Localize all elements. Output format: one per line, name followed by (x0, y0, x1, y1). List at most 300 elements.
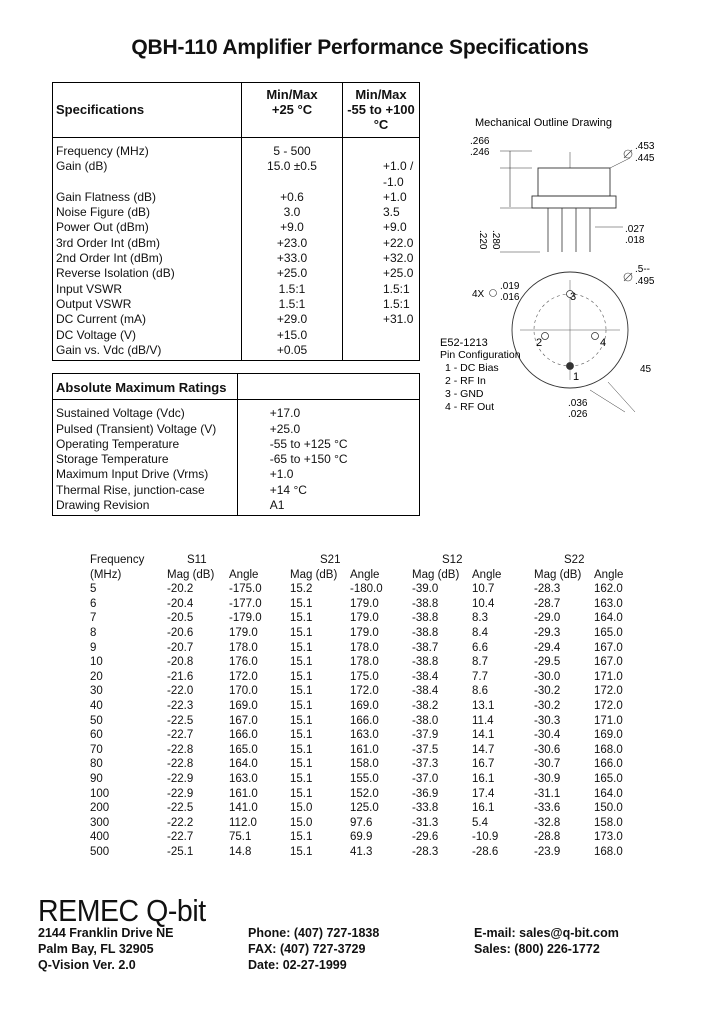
sparam-value: -37.5 (412, 743, 439, 756)
abs-max-header: Absolute Maximum Ratings (53, 374, 238, 400)
sparam-value: -37.0 (412, 772, 439, 785)
sparam-value: -30.7 (534, 758, 561, 771)
sparam-value: -38.8 (412, 656, 439, 669)
address-block (38, 926, 173, 973)
sales-phone: Sales: (800) 226-1772 (474, 941, 600, 956)
sparam-row (90, 699, 644, 714)
sparam-value: -33.8 (412, 802, 439, 815)
sparam-value: -22.0 (167, 685, 194, 698)
software-version: Q-Vision Ver. 2.0 (38, 957, 136, 972)
sparam-frequency: 40 (90, 699, 103, 712)
spec-value-range: +32.0 (383, 251, 414, 266)
abs-max-row (53, 400, 420, 422)
sparam-value: -22.5 (167, 802, 194, 815)
sparam-value: 172.0 (594, 685, 623, 698)
sparam-value: 15.1 (290, 772, 313, 785)
sparam-value: 178.0 (350, 641, 379, 654)
sparam-value: 167.0 (594, 641, 623, 654)
sparam-value: 168.0 (594, 743, 623, 756)
sparam-value: -38.7 (412, 641, 439, 654)
sparam-value: 15.1 (290, 787, 313, 800)
spec-value-range: +25.0 (383, 266, 414, 281)
spec-header-label: Specifications (53, 83, 242, 138)
sparam-row (90, 816, 644, 831)
dim-lead-max: .027 (625, 224, 645, 235)
sparam-value: 163.0 (594, 597, 623, 610)
sparam-value: 165.0 (594, 626, 623, 639)
sparam-value: -36.9 (412, 787, 439, 800)
drawing-caption: Mechanical Outline Drawing (475, 117, 612, 129)
mechanical-outline-drawing (430, 112, 720, 430)
sparam-subheader: Mag (dB) (167, 568, 215, 581)
sparam-frequency: 30 (90, 685, 103, 698)
sparam-frequency: 400 (90, 831, 110, 844)
sparam-value: -20.2 (167, 583, 194, 596)
sparam-frequency: 300 (90, 816, 110, 829)
sparam-body (90, 582, 644, 859)
spec-name: Gain Flatness (dB) (53, 190, 242, 205)
abs-max-row (53, 422, 420, 437)
sparam-value: -37.9 (412, 729, 439, 742)
sparam-value: -21.6 (167, 670, 194, 683)
address-line-2: Palm Bay, FL 32905 (38, 941, 154, 956)
sparam-value: 16.1 (472, 772, 495, 785)
sparam-row (90, 845, 644, 860)
spec-value-25c: +23.0 (242, 236, 343, 251)
spec-row (53, 297, 420, 312)
sparam-subheader: Angle (229, 568, 259, 581)
spec-value-range: +22.0 (383, 235, 414, 250)
sparam-value: 178.0 (350, 656, 379, 669)
sparam-value: -22.8 (167, 758, 194, 771)
sparam-value: -30.3 (534, 714, 561, 727)
sparam-header-frequency: Frequency (90, 554, 145, 566)
spec-name: Power Out (dBm) (53, 220, 242, 235)
sparam-row (90, 728, 644, 743)
sparam-value: -20.8 (167, 656, 194, 669)
sparam-header-s22: S22 (564, 554, 585, 566)
sparam-value: -31.1 (534, 787, 561, 800)
sparam-value: 176.0 (229, 656, 258, 669)
sparam-value: 150.0 (594, 802, 623, 815)
pin-config-1: 1 - DC Bias (445, 362, 499, 374)
sparam-subheader: Mag (dB) (412, 568, 460, 581)
spec-name: Output VSWR (53, 297, 242, 312)
spec-value-range (343, 138, 420, 160)
sparam-value: -22.7 (167, 831, 194, 844)
sparam-value: 162.0 (594, 583, 623, 596)
sparam-frequency: 5 (90, 583, 97, 596)
sparam-value: -22.5 (167, 714, 194, 727)
abs-max-name: Maximum Input Drive (Vrms) (53, 467, 238, 482)
spec-name: Noise Figure (dB) (53, 205, 242, 220)
sparam-value: 15.1 (290, 670, 313, 683)
sparam-value: 7.7 (472, 670, 488, 683)
dim-height-max: .266 (470, 136, 490, 147)
sparam-value: 155.0 (350, 772, 379, 785)
sparam-value: -23.9 (534, 845, 561, 858)
abs-max-name: Thermal Rise, junction-case (53, 483, 238, 498)
dim-circle-min: .495 (635, 276, 655, 287)
sparam-value: 8.4 (472, 626, 488, 639)
sparam-value: 10.7 (472, 583, 495, 596)
sparam-frequency: 90 (90, 772, 103, 785)
sparam-value: -20.7 (167, 641, 194, 654)
spec-name: Input VSWR (53, 282, 242, 297)
abs-max-value: -65 to +150 °C (269, 452, 348, 467)
sparam-value: 179.0 (350, 597, 379, 610)
specifications-table (52, 82, 420, 361)
document-date: Date: 02-27-1999 (248, 957, 347, 972)
sparam-value: -29.5 (534, 656, 561, 669)
sparam-value: 8.6 (472, 685, 488, 698)
spec-value-25c: +25.0 (242, 266, 343, 281)
sparam-value: 17.4 (472, 787, 495, 800)
sparam-frequency: 7 (90, 612, 97, 625)
sparam-value: 158.0 (350, 758, 379, 771)
spec-row (53, 328, 420, 343)
sparam-header-s21: S21 (320, 554, 341, 566)
sparam-value: 15.1 (290, 626, 313, 639)
spec-row (53, 190, 420, 205)
abs-max-row (53, 467, 420, 482)
sparam-row (90, 670, 644, 685)
company-name: REMEC Q-bit (38, 893, 206, 928)
sparam-value: 10.4 (472, 597, 495, 610)
spec-row (53, 312, 420, 327)
sparam-frequency: 50 (90, 714, 103, 727)
abs-max-name: Pulsed (Transient) Voltage (V) (53, 422, 238, 437)
sparam-value: 173.0 (594, 831, 623, 844)
sparam-value: 11.4 (472, 714, 494, 727)
sparam-value: 172.0 (594, 699, 623, 712)
pin-number-1: 1 (573, 371, 580, 383)
spec-value-range: 1.5:1 (383, 281, 410, 296)
sparam-row (90, 641, 644, 656)
abs-max-row (53, 483, 420, 498)
dim-lead-length-max: .280 (490, 230, 501, 250)
abs-max-name: Storage Temperature (53, 452, 238, 467)
sparam-value: 15.1 (290, 729, 313, 742)
sparam-value: 172.0 (350, 685, 379, 698)
sparam-subheader: Angle (350, 568, 380, 581)
sparam-value: 165.0 (229, 743, 258, 756)
sparam-value: 8.7 (472, 656, 488, 669)
sparam-value: -29.0 (534, 612, 561, 625)
sparam-value: 166.0 (229, 729, 258, 742)
sparam-value: -30.9 (534, 772, 561, 785)
sparam-row (90, 714, 644, 729)
sparam-value: -38.8 (412, 597, 439, 610)
absolute-max-ratings-table (52, 373, 420, 516)
abs-max-row (53, 452, 420, 467)
sparam-value: 15.1 (290, 612, 313, 625)
sparam-value: -28.7 (534, 597, 561, 610)
spec-header-25c: Min/Max +25 °C (242, 83, 343, 138)
sparam-value: 171.0 (594, 714, 623, 727)
sparam-value: -37.3 (412, 758, 439, 771)
sparam-value: 172.0 (229, 670, 258, 683)
sparam-value: 97.6 (350, 816, 373, 829)
sparam-value: 171.0 (594, 670, 623, 683)
sparam-value: -29.3 (534, 626, 561, 639)
sparam-value: 14.7 (472, 743, 495, 756)
abs-max-name: Sustained Voltage (Vdc) (53, 400, 238, 422)
sparam-frequency: 80 (90, 758, 103, 771)
fax-number: FAX: (407) 727-3729 (248, 941, 366, 956)
spec-name: 3rd Order Int (dBm) (53, 236, 242, 251)
sparam-row (90, 626, 644, 641)
spec-value-25c: 15.0 ±0.5 (242, 159, 343, 190)
sparam-value: 152.0 (350, 787, 379, 800)
spec-value-25c: 1.5:1 (242, 297, 343, 312)
sparam-value: 8.3 (472, 612, 488, 625)
spec-header-range: Min/Max -55 to +100 °C (343, 83, 420, 138)
sparam-value: 6.6 (472, 641, 488, 654)
sparam-value: -30.2 (534, 685, 561, 698)
sparam-value: -29.6 (412, 831, 439, 844)
sparam-value: 141.0 (229, 802, 258, 815)
sparam-value: 5.4 (472, 816, 488, 829)
address-line-1: 2144 Franklin Drive NE (38, 926, 174, 940)
spec-value-range: +1.0 (383, 189, 407, 204)
sparam-value: 175.0 (350, 670, 379, 683)
sparam-value: -28.6 (472, 845, 499, 858)
sparam-value: -177.0 (229, 597, 262, 610)
sparam-value: -22.3 (167, 699, 194, 712)
dim-height-min: .246 (470, 147, 490, 158)
pin-number-3: 3 (570, 291, 577, 303)
sparam-value: -30.0 (534, 670, 561, 683)
sparam-frequency: 20 (90, 670, 103, 683)
spec-value-25c: +33.0 (242, 251, 343, 266)
sparam-value: 41.3 (350, 845, 373, 858)
sparam-value: -28.3 (534, 583, 561, 596)
sparam-value: -22.2 (167, 816, 194, 829)
sparam-value: -28.3 (412, 845, 439, 858)
sparam-value: -29.4 (534, 641, 561, 654)
sparam-value: 179.0 (229, 626, 258, 639)
abs-max-name: Drawing Revision (53, 498, 238, 516)
sparam-value: -22.9 (167, 787, 194, 800)
spec-value-range (343, 343, 420, 361)
spec-row (53, 220, 420, 235)
sparam-value: 169.0 (350, 699, 379, 712)
sparam-value: 15.1 (290, 656, 313, 669)
sparam-value: 15.1 (290, 597, 313, 610)
sparam-value: -38.8 (412, 626, 439, 639)
sparam-value: 14.8 (229, 845, 252, 858)
sparam-value: 125.0 (350, 802, 379, 815)
sparam-subheader: (MHz) (90, 568, 122, 581)
sparam-value: 166.0 (594, 758, 623, 771)
sparam-value: 170.0 (229, 685, 258, 698)
spec-name: DC Current (mA) (53, 312, 242, 327)
sparam-value: -30.2 (534, 699, 561, 712)
sparam-value: 13.1 (472, 699, 495, 712)
sparam-value: 16.1 (472, 802, 495, 815)
sparam-value: -33.6 (534, 802, 561, 815)
abs-max-value: +25.0 (269, 421, 301, 436)
specifications-body (53, 138, 420, 361)
pin-number-4: 4 (600, 337, 607, 349)
sparam-subheader: Angle (472, 568, 502, 581)
sparam-value: 169.0 (594, 729, 623, 742)
sparam-value: -38.8 (412, 612, 439, 625)
spec-value-range: +1.0 / -1.0 (383, 159, 414, 189)
dim-angle: 45 (640, 364, 652, 375)
spec-value-range: 1.5:1 (383, 296, 410, 311)
spec-row (53, 138, 420, 160)
sparam-value: -38.4 (412, 670, 439, 683)
sparam-row (90, 597, 644, 612)
sparam-value: -180.0 (350, 583, 383, 596)
sparam-frequency: 6 (90, 597, 97, 610)
sparam-row (90, 757, 644, 772)
pin-number-2: 2 (536, 337, 543, 349)
spec-value-range (343, 328, 420, 343)
spec-value-25c: +15.0 (242, 328, 343, 343)
sparam-subheader: Angle (594, 568, 624, 581)
spec-value-25c: 1.5:1 (242, 282, 343, 297)
phone-number: Phone: (407) 727-1838 (248, 926, 380, 940)
sparam-value: 16.7 (472, 758, 495, 771)
dim-circle-max: .5-- (635, 264, 650, 275)
sparam-value: -28.8 (534, 831, 561, 844)
part-number: E52-1213 (440, 337, 488, 349)
dim-pin-prefix: 4X (472, 289, 485, 300)
sparam-frequency: 100 (90, 787, 110, 800)
sparam-value: 163.0 (350, 729, 379, 742)
spec-value-25c: +29.0 (242, 312, 343, 327)
sparam-value: 158.0 (594, 816, 623, 829)
contact-block (474, 926, 619, 958)
page-title: QBH-110 Amplifier Performance Specifications (131, 36, 589, 59)
sparam-row (90, 772, 644, 787)
abs-max-name: Operating Temperature (53, 437, 238, 452)
sparam-frequency: 8 (90, 626, 97, 639)
sparam-value: 69.9 (350, 831, 373, 844)
spec-value-range: +9.0 (383, 220, 407, 235)
dim-tab-max: .036 (568, 398, 588, 409)
pin-config-2: 2 - RF In (445, 375, 486, 387)
abs-max-value: +17.0 (269, 406, 301, 421)
sparam-row (90, 787, 644, 802)
sparam-value: -38.2 (412, 699, 439, 712)
sparam-value: 15.0 (290, 816, 313, 829)
spec-name: DC Voltage (V) (53, 328, 242, 343)
dim-dia-min: .445 (635, 153, 655, 164)
sparam-value: -39.0 (412, 583, 439, 596)
sparam-row (90, 743, 644, 758)
abs-max-value: +1.0 (269, 467, 294, 482)
sparam-value: 112.0 (229, 816, 257, 829)
sparam-value: -25.1 (167, 845, 194, 858)
sparam-value: -20.5 (167, 612, 194, 625)
sparam-frequency: 200 (90, 802, 110, 815)
sparam-header-row-2 (90, 568, 644, 583)
email-link[interactable]: E-mail: sales@q-bit.com (474, 926, 619, 940)
sparam-value: 167.0 (229, 714, 258, 727)
sparam-value: 15.1 (290, 641, 313, 654)
sparam-value: -38.4 (412, 685, 439, 698)
sparam-header-s12: S12 (442, 554, 463, 566)
spec-row (53, 159, 420, 190)
dim-lead-length-min: .220 (477, 230, 488, 250)
sparam-value: 15.1 (290, 758, 313, 771)
sparam-value: -30.4 (534, 729, 561, 742)
abs-max-row (53, 437, 420, 452)
sparam-value: 15.1 (290, 714, 313, 727)
sparam-value: -175.0 (229, 583, 262, 596)
sparam-frequency: 70 (90, 743, 103, 756)
sparam-value: -20.4 (167, 597, 194, 610)
dim-tab-min: .026 (568, 409, 588, 420)
sparam-value: 178.0 (229, 641, 258, 654)
spec-row (53, 251, 420, 266)
s-parameter-table (90, 553, 644, 859)
pin-config-title: Pin Configuration (440, 349, 521, 361)
sparam-frequency: 500 (90, 845, 110, 858)
abs-max-body (53, 400, 420, 516)
sparam-value: 15.1 (290, 685, 313, 698)
sparam-row (90, 611, 644, 626)
dim-lead-min: .018 (625, 235, 645, 246)
sparam-frequency: 9 (90, 641, 97, 654)
sparam-value: 15.1 (290, 743, 313, 756)
sparam-row (90, 655, 644, 670)
pin-config-4: 4 - RF Out (445, 401, 495, 413)
sparam-value: 75.1 (229, 831, 252, 844)
sparam-value: 168.0 (594, 845, 623, 858)
spec-row (53, 205, 420, 220)
spec-name: Frequency (MHz) (53, 138, 242, 160)
abs-max-value: -55 to +125 °C (269, 436, 348, 451)
sparam-value: 15.1 (290, 845, 313, 858)
sparam-frequency: 10 (90, 656, 103, 669)
sparam-header-row-1 (90, 553, 644, 568)
sparam-row (90, 684, 644, 699)
abs-max-value: A1 (269, 498, 285, 513)
spec-row (53, 343, 420, 361)
spec-value-range: +31.0 (383, 312, 414, 327)
sparam-value: 166.0 (350, 714, 379, 727)
spec-row (53, 282, 420, 297)
sparam-value: 165.0 (594, 772, 623, 785)
sparam-row (90, 830, 644, 845)
sparam-value: 161.0 (350, 743, 379, 756)
sparam-value: 179.0 (350, 612, 379, 625)
pin-config-3: 3 - GND (445, 388, 484, 400)
sparam-value: 15.2 (290, 583, 313, 596)
spec-name: Gain (dB) (53, 159, 242, 190)
sparam-value: 161.0 (229, 787, 258, 800)
sparam-value: 15.1 (290, 831, 313, 844)
abs-max-row (53, 498, 420, 516)
spec-value-25c: 5 - 500 (242, 138, 343, 160)
sparam-value: 179.0 (350, 626, 379, 639)
sparam-value: 164.0 (594, 612, 623, 625)
sparam-value: -22.8 (167, 743, 194, 756)
sparam-subheader: Mag (dB) (290, 568, 338, 581)
spec-value-25c: +0.05 (242, 343, 343, 361)
sparam-value: -38.0 (412, 714, 439, 727)
sparam-value: 15.1 (290, 699, 313, 712)
sparam-value: -10.9 (472, 831, 499, 844)
sparam-value: -22.7 (167, 729, 194, 742)
sparam-value: -22.9 (167, 772, 194, 785)
sparam-value: -30.6 (534, 743, 561, 756)
